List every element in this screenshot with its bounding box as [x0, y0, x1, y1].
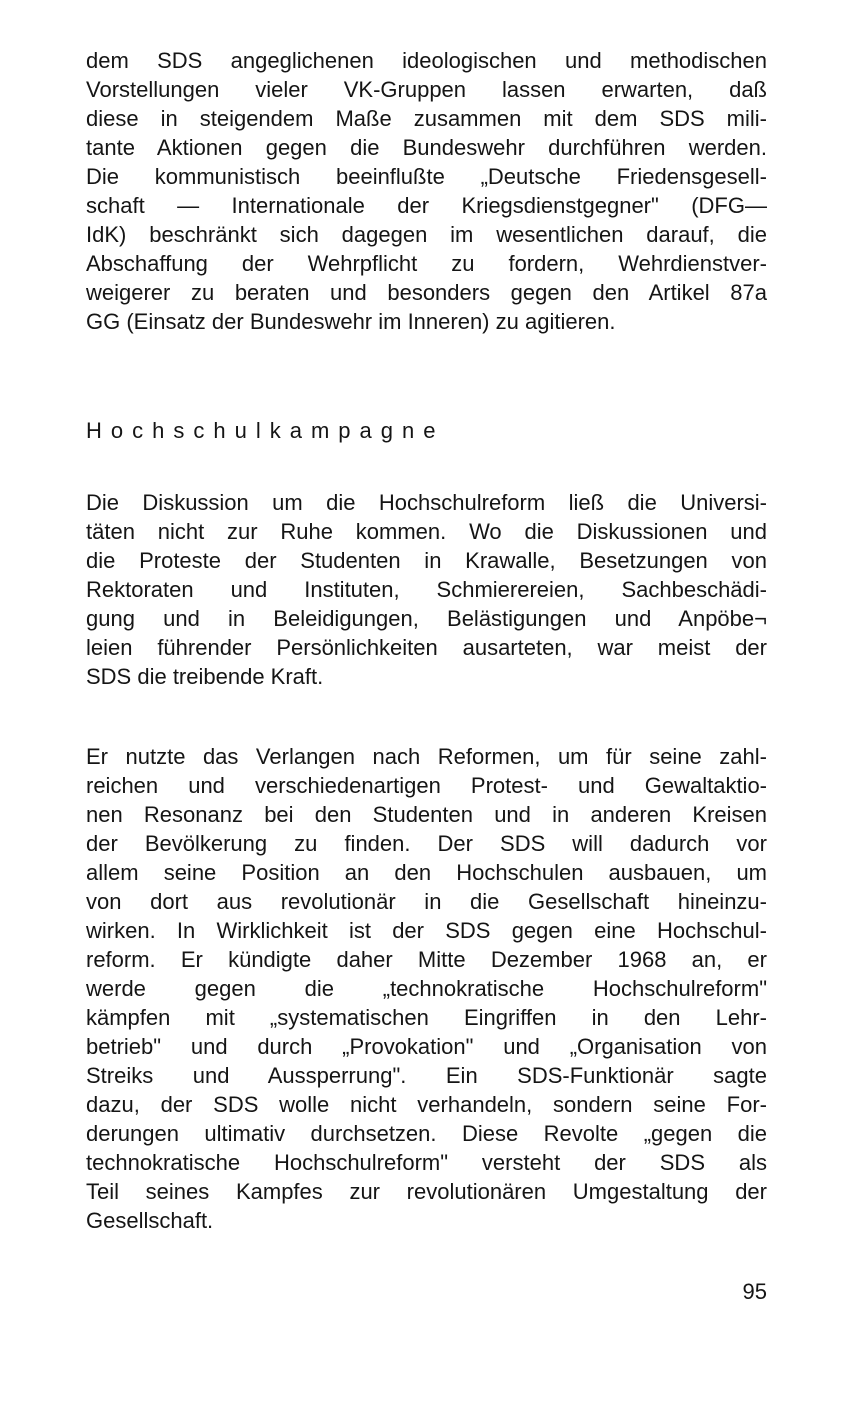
text-line: kämpfen mit „systematischen Eingriffen in den Lehr-: [86, 1005, 767, 1030]
text-line: GG (Einsatz der Bundeswehr im Inneren) zu agitieren.: [86, 309, 616, 334]
text-line: reichen und verschiedenartigen Protest- und Gewaltaktio-: [86, 773, 767, 798]
text-line: tante Aktionen gegen die Bundeswehr durchführen werden.: [86, 135, 767, 160]
text-line: Teil seines Kampfes zur revolutionären Umgestaltung der: [86, 1179, 767, 1204]
text-line: reform. Er kündigte daher Mitte Dezember 1968 an, er: [86, 947, 767, 972]
text-line: der Bevölkerung zu finden. Der SDS will dadurch vor: [86, 831, 767, 856]
text-line: Gesellschaft.: [86, 1208, 214, 1233]
text-line: Die Diskussion um die Hochschulreform ließ die Universi-: [86, 490, 767, 515]
paragraph: [86, 488, 767, 691]
text-line: nen Resonanz bei den Studenten und in anderen Kreisen: [86, 802, 767, 827]
text-line: leien führender Persönlichkeiten ausarteten, war meist der: [86, 635, 767, 660]
text-line: technokratische Hochschulreform" versteht der SDS als: [86, 1150, 767, 1175]
text-block: [86, 46, 767, 1235]
text-line: täten nicht zur Ruhe kommen. Wo die Diskussionen und: [86, 519, 767, 544]
text-line: derungen ultimativ durchsetzen. Diese Revolte „gegen die: [86, 1121, 767, 1146]
text-line: werde gegen die „technokratische Hochschulreform": [86, 976, 767, 1001]
page-number: 95: [742, 1279, 767, 1304]
text-line: schaft — Internationale der Kriegsdienstgegner" (DFG—: [86, 193, 767, 218]
text-line: wirken. In Wirklichkeit ist der SDS gegen eine Hochschul-: [86, 918, 767, 943]
text-line: IdK) beschränkt sich dagegen im wesentlichen darauf, die: [86, 222, 767, 247]
text-line: gung und in Beleidigungen, Belästigungen und Anpöbe¬: [86, 606, 767, 631]
paragraph: [86, 742, 767, 1235]
text-line: Er nutzte das Verlangen nach Reformen, um für seine zahl-: [86, 744, 767, 769]
text-line: betrieb" und durch „Provokation" und „Organisation von: [86, 1034, 767, 1059]
text-line: von dort aus revolutionär in die Gesellschaft hineinzu-: [86, 889, 767, 914]
text-line: die Proteste der Studenten in Krawalle, Besetzungen von: [86, 548, 767, 573]
paragraph: [86, 46, 767, 336]
text-line: Abschaffung der Wehrpflicht zu fordern, Wehrdienstver-: [86, 251, 767, 276]
section-heading: Hochschulkampagne: [86, 418, 445, 443]
text-line: dem SDS angeglichenen ideologischen und methodischen: [86, 48, 767, 73]
text-line: Streiks und Aussperrung". Ein SDS-Funktionär sagte: [86, 1063, 767, 1088]
text-line: diese in steigendem Maße zusammen mit dem SDS mili-: [86, 106, 767, 131]
text-line: allem seine Position an den Hochschulen ausbauen, um: [86, 860, 767, 885]
text-line: Rektoraten und Instituten, Schmierereien, Sachbeschädi-: [86, 577, 767, 602]
text-line: dazu, der SDS wolle nicht verhandeln, sondern seine For-: [86, 1092, 767, 1117]
text-line: Die kommunistisch beeinflußte „Deutsche Friedensgesell-: [86, 164, 767, 189]
text-line: Vorstellungen vieler VK-Gruppen lassen erwarten, daß: [86, 77, 767, 102]
text-line: weigerer zu beraten und besonders gegen den Artikel 87a: [86, 280, 767, 305]
text-line: SDS die treibende Kraft.: [86, 664, 324, 689]
